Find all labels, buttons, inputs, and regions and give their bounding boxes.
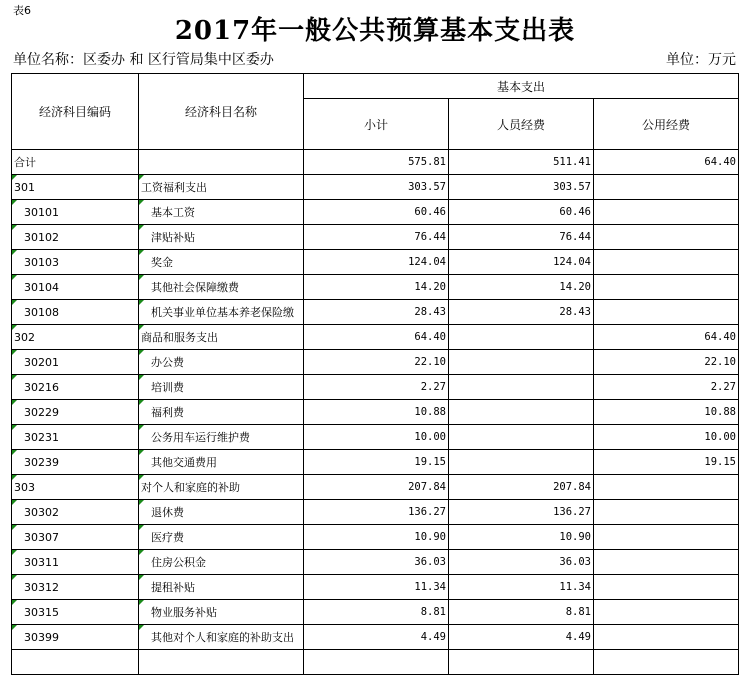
- cell-personnel: 136.27: [449, 500, 594, 525]
- cell-marker-icon: [12, 275, 17, 280]
- cell-personnel: 511.41: [449, 150, 594, 175]
- cell-name: 机关事业单位基本养老保险缴: [139, 300, 304, 325]
- cell-name: 医疗费: [139, 525, 304, 550]
- cell-subtotal: 10.00: [304, 425, 449, 450]
- cell-marker-icon: [139, 200, 144, 205]
- cell-subtotal: 14.20: [304, 275, 449, 300]
- cell-name: 对个人和家庭的补助: [139, 475, 304, 500]
- cell-marker-icon: [139, 500, 144, 505]
- cell-public: [594, 250, 739, 275]
- cell-personnel: [449, 400, 594, 425]
- cell-marker-icon: [139, 425, 144, 430]
- cell-marker-icon: [12, 350, 17, 355]
- cell-name: 培训费: [139, 375, 304, 400]
- cell-marker-icon: [12, 200, 17, 205]
- cell-marker-icon: [139, 350, 144, 355]
- table-row: [12, 425, 739, 450]
- cell-marker-icon: [139, 575, 144, 580]
- empty-row: [12, 650, 739, 675]
- cell-public: [594, 575, 739, 600]
- cell-public: [594, 275, 739, 300]
- cell-public: 10.88: [594, 400, 739, 425]
- cell-marker-icon: [139, 550, 144, 555]
- empty-cell: [304, 650, 449, 675]
- column-header-name: 经济科目名称: [139, 74, 304, 150]
- column-header-code: 经济科目编码: [12, 74, 139, 150]
- cell-marker-icon: [139, 175, 144, 180]
- column-header-personnel: 人员经费: [449, 99, 594, 150]
- cell-personnel: 14.20: [449, 275, 594, 300]
- cell-marker-icon: [12, 450, 17, 455]
- empty-cell: [594, 650, 739, 675]
- cell-marker-icon: [139, 300, 144, 305]
- cell-personnel: 60.46: [449, 200, 594, 225]
- cell-personnel: 4.49: [449, 625, 594, 650]
- cell-code: 302: [12, 325, 139, 350]
- cell-name: 奖金: [139, 250, 304, 275]
- cell-marker-icon: [12, 250, 17, 255]
- cell-personnel: 124.04: [449, 250, 594, 275]
- cell-marker-icon: [12, 400, 17, 405]
- cell-marker-icon: [139, 225, 144, 230]
- cell-name: 津贴补贴: [139, 225, 304, 250]
- cell-code: 合计: [12, 150, 139, 175]
- table-row: [12, 625, 739, 650]
- cell-public: 19.15: [594, 450, 739, 475]
- sheet-tag: 表6: [13, 4, 31, 17]
- cell-public: [594, 625, 739, 650]
- cell-public: [594, 525, 739, 550]
- cell-code: 30239: [12, 450, 139, 475]
- cell-public: [594, 300, 739, 325]
- page-title: 2017年一般公共预算基本支出表: [174, 16, 576, 46]
- cell-code: 30216: [12, 375, 139, 400]
- cell-marker-icon: [139, 275, 144, 280]
- cell-marker-icon: [139, 475, 144, 480]
- cell-marker-icon: [12, 625, 17, 630]
- cell-marker-icon: [12, 300, 17, 305]
- table-row: [12, 600, 739, 625]
- cell-marker-icon: [12, 425, 17, 430]
- cell-code: 30315: [12, 600, 139, 625]
- cell-code: 30103: [12, 250, 139, 275]
- cell-subtotal: 10.88: [304, 400, 449, 425]
- table-row: [12, 250, 739, 275]
- cell-subtotal: 8.81: [304, 600, 449, 625]
- cell-subtotal: 207.84: [304, 475, 449, 500]
- table-row: [12, 325, 739, 350]
- cell-personnel: 207.84: [449, 475, 594, 500]
- cell-marker-icon: [12, 475, 17, 480]
- cell-marker-icon: [139, 400, 144, 405]
- currency-unit-label: 单位：万元: [666, 52, 736, 68]
- cell-marker-icon: [139, 525, 144, 530]
- cell-marker-icon: [139, 450, 144, 455]
- cell-name: [139, 150, 304, 175]
- cell-code: 30108: [12, 300, 139, 325]
- cell-marker-icon: [12, 575, 17, 580]
- cell-name: 提租补贴: [139, 575, 304, 600]
- header-row: [12, 74, 739, 99]
- table-row: [12, 200, 739, 225]
- cell-code: 30312: [12, 575, 139, 600]
- cell-name: 办公费: [139, 350, 304, 375]
- cell-subtotal: 4.49: [304, 625, 449, 650]
- cell-public: [594, 550, 739, 575]
- cell-personnel: 8.81: [449, 600, 594, 625]
- cell-personnel: 76.44: [449, 225, 594, 250]
- cell-public: 64.40: [594, 150, 739, 175]
- cell-public: [594, 600, 739, 625]
- cell-personnel: 28.43: [449, 300, 594, 325]
- cell-public: [594, 175, 739, 200]
- cell-marker-icon: [12, 600, 17, 605]
- cell-subtotal: 303.57: [304, 175, 449, 200]
- cell-subtotal: 124.04: [304, 250, 449, 275]
- cell-marker-icon: [139, 250, 144, 255]
- cell-personnel: 10.90: [449, 525, 594, 550]
- cell-subtotal: 64.40: [304, 325, 449, 350]
- table-row: [12, 475, 739, 500]
- column-header-group: 基本支出: [304, 74, 739, 99]
- table-row: [12, 300, 739, 325]
- cell-code: 30101: [12, 200, 139, 225]
- cell-name: 其他社会保障缴费: [139, 275, 304, 300]
- table-row: [12, 375, 739, 400]
- table-row: [12, 350, 739, 375]
- cell-name: 公务用车运行维护费: [139, 425, 304, 450]
- cell-code: 303: [12, 475, 139, 500]
- cell-marker-icon: [139, 325, 144, 330]
- table-row: [12, 400, 739, 425]
- cell-marker-icon: [12, 525, 17, 530]
- cell-name: 工资福利支出: [139, 175, 304, 200]
- cell-subtotal: 28.43: [304, 300, 449, 325]
- budget-table: [11, 73, 739, 675]
- column-header-public: 公用经费: [594, 99, 739, 150]
- cell-public: 2.27: [594, 375, 739, 400]
- cell-code: 30229: [12, 400, 139, 425]
- cell-personnel: [449, 375, 594, 400]
- cell-subtotal: 2.27: [304, 375, 449, 400]
- cell-personnel: [449, 350, 594, 375]
- cell-code: 30231: [12, 425, 139, 450]
- cell-personnel: 11.34: [449, 575, 594, 600]
- cell-name: 住房公积金: [139, 550, 304, 575]
- cell-subtotal: 19.15: [304, 450, 449, 475]
- table-row: [12, 575, 739, 600]
- cell-marker-icon: [139, 375, 144, 380]
- unit-name-label: 单位名称：区委办 和 区行管局集中区委办: [13, 52, 274, 68]
- cell-subtotal: 22.10: [304, 350, 449, 375]
- cell-name: 物业服务补贴: [139, 600, 304, 625]
- cell-public: [594, 200, 739, 225]
- cell-personnel: [449, 325, 594, 350]
- cell-name: 其他对个人和家庭的补助支出: [139, 625, 304, 650]
- cell-marker-icon: [12, 175, 17, 180]
- cell-subtotal: 60.46: [304, 200, 449, 225]
- cell-subtotal: 575.81: [304, 150, 449, 175]
- cell-name: 其他交通费用: [139, 450, 304, 475]
- table-row: [12, 525, 739, 550]
- cell-marker-icon: [12, 375, 17, 380]
- cell-code: 30102: [12, 225, 139, 250]
- cell-marker-icon: [12, 500, 17, 505]
- cell-marker-icon: [12, 550, 17, 555]
- cell-subtotal: 36.03: [304, 550, 449, 575]
- cell-code: 30104: [12, 275, 139, 300]
- cell-marker-icon: [139, 600, 144, 605]
- empty-cell: [449, 650, 594, 675]
- table-row: [12, 175, 739, 200]
- cell-public: [594, 475, 739, 500]
- cell-personnel: 303.57: [449, 175, 594, 200]
- cell-subtotal: 11.34: [304, 575, 449, 600]
- cell-public: [594, 225, 739, 250]
- cell-code: 30311: [12, 550, 139, 575]
- cell-code: 30201: [12, 350, 139, 375]
- cell-subtotal: 76.44: [304, 225, 449, 250]
- empty-cell: [12, 650, 139, 675]
- cell-public: 10.00: [594, 425, 739, 450]
- cell-code: 301: [12, 175, 139, 200]
- cell-name: 基本工资: [139, 200, 304, 225]
- cell-name: 福利费: [139, 400, 304, 425]
- empty-cell: [139, 650, 304, 675]
- cell-subtotal: 136.27: [304, 500, 449, 525]
- column-header-subtotal: 小计: [304, 99, 449, 150]
- cell-code: 30302: [12, 500, 139, 525]
- cell-public: 64.40: [594, 325, 739, 350]
- table-row: [12, 550, 739, 575]
- table-row: [12, 225, 739, 250]
- cell-marker-icon: [12, 325, 17, 330]
- cell-personnel: [449, 425, 594, 450]
- cell-code: 30307: [12, 525, 139, 550]
- table-row: [12, 500, 739, 525]
- cell-public: [594, 500, 739, 525]
- cell-code: 30399: [12, 625, 139, 650]
- table-row: [12, 150, 739, 175]
- cell-personnel: [449, 450, 594, 475]
- table-row: [12, 275, 739, 300]
- cell-name: 商品和服务支出: [139, 325, 304, 350]
- cell-marker-icon: [12, 225, 17, 230]
- cell-name: 退休费: [139, 500, 304, 525]
- table-row: [12, 450, 739, 475]
- cell-personnel: 36.03: [449, 550, 594, 575]
- cell-public: 22.10: [594, 350, 739, 375]
- cell-marker-icon: [139, 625, 144, 630]
- cell-subtotal: 10.90: [304, 525, 449, 550]
